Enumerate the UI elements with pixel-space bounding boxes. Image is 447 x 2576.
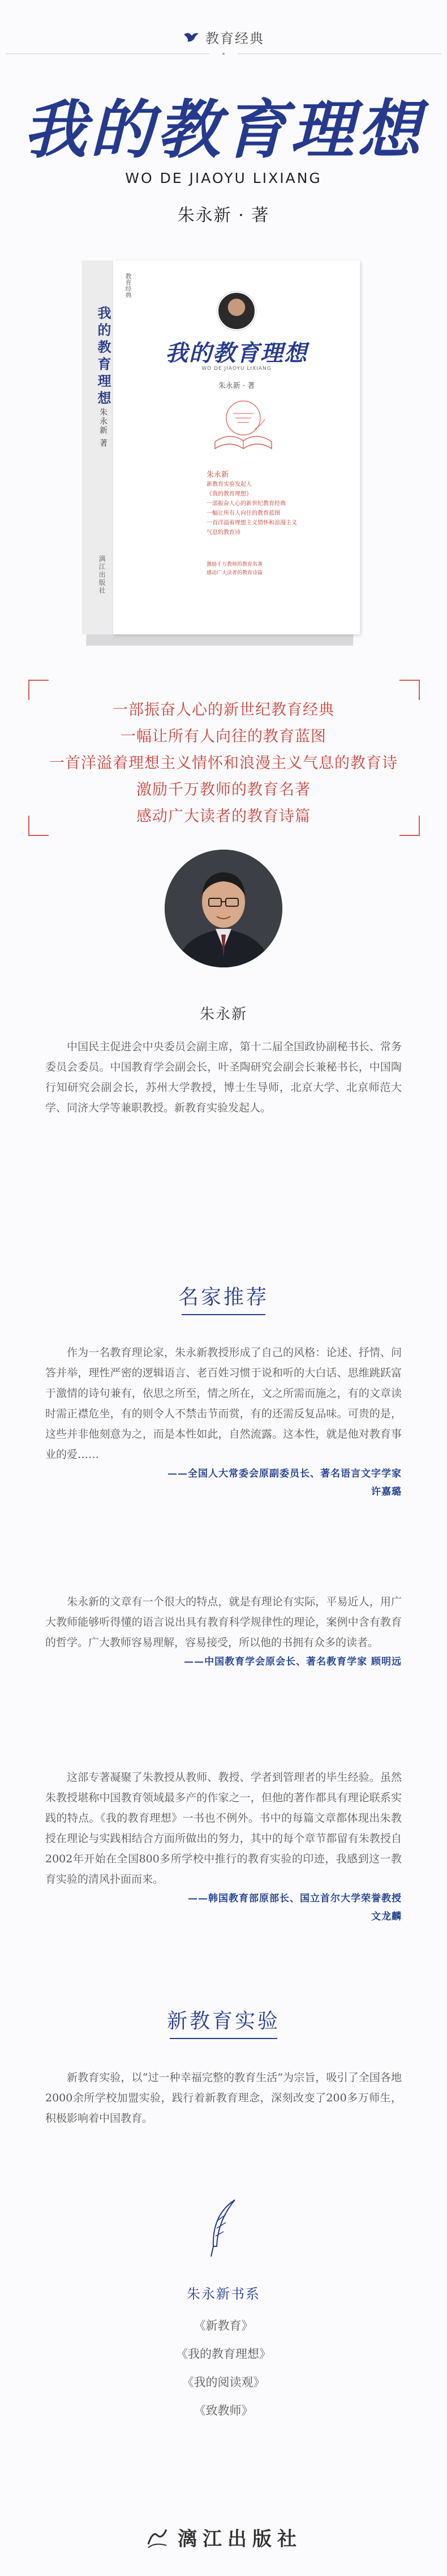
brand-divider: [0, 51, 447, 57]
cover-book-illustration: [198, 396, 289, 459]
experiment-text: 新教育实验，以“过一种幸福完整的教育生活”为宗旨，吸引了全国各地2000余所学校加盟实验，践行着新教育理念，深刻改变了200多万师生，积极影响着中国教育。: [45, 2071, 402, 2125]
cover-bio-line: 一部振奋人心的新世纪教育经典: [207, 501, 286, 507]
book-series-item: 《我的阅读观》: [182, 2375, 265, 2389]
brand-header: [0, 27, 447, 47]
recommendation-attribution: ——韩国教育部原部长、国立首尔大学荣誉教授: [188, 1893, 402, 1904]
slogan-line: 激励千万教师的教育名著: [136, 781, 311, 799]
cover-bio-work: 《我的教育理想》: [207, 491, 252, 497]
experiment-body: [45, 2067, 402, 2129]
author-name: 朱永新: [199, 1006, 247, 1023]
author-credit: 朱永新 · 著: [177, 206, 270, 225]
cover-title: 我的教育理想: [165, 340, 308, 366]
recommendation-text: 作为一名教育理论家，朱永新教授形成了自己的风格：论述、抒情、问答并举，理性严密的逻辑语言、老百姓习惯于说和听的大白话、思维跳跃富于激情的诗句兼有，依思之所至，情之所在，文之所需而施之，有的文章读时需正襟危坐，有的则令人不禁击节而赏，有的还需反复品味。可贵的是，这些并非他刻意为之，而是本性如此，自然流露。这本性，就是他对教育事业的爱……: [45, 1346, 402, 1461]
slogan-list: [0, 697, 447, 830]
recommendation-item: [45, 1767, 402, 1926]
cover-bio-line: 一首洋溢着理想主义情怀和浪漫主义气息的教育诗: [207, 520, 297, 536]
book-series-item: 《新教育》: [194, 2319, 253, 2332]
publisher-name: 漓江出版社: [178, 2528, 302, 2551]
quill-icon: [201, 2198, 246, 2260]
book-series-item: 《我的教育理想》: [176, 2347, 271, 2361]
recommendation-name: 许嘉璐: [371, 1486, 402, 1498]
section-title-experiment: 新教育实验: [166, 2010, 280, 2033]
slogan-line: 一首洋溢着理想主义情怀和浪漫主义气息的教育诗: [49, 754, 398, 772]
recommendation-item: [45, 1342, 402, 1501]
slogan-line: 一幅让所有人向往的教育蓝图: [121, 728, 326, 745]
cover-bio-line: 一幅让所有人向往的教育蓝图: [207, 510, 280, 517]
title-pinyin: WO DE JIAOYU LIXIANG: [125, 170, 322, 186]
cover-blurb-line: 激励千万教师的教育名著: [207, 562, 263, 568]
recommendation-attribution: ——全国人大常委会原副委员长、著名语言文字学家: [167, 1468, 402, 1479]
slogan-line: 一部振奋人心的新世纪教育经典: [113, 701, 334, 719]
cover-pinyin: WO DE JIAOYU LIXIANG: [201, 366, 272, 372]
spine-author: 朱永新 著: [98, 408, 108, 448]
cover-bio-role: 新教育实验发起人: [207, 481, 252, 488]
cover-bio: [207, 470, 297, 538]
spine-publisher: 漓江出版社: [98, 555, 106, 595]
publisher-logo-icon: [145, 2525, 170, 2550]
cover-author-photo: [217, 292, 256, 330]
publisher-footer: [0, 2523, 447, 2551]
book-series-item: 《致教师》: [194, 2404, 253, 2417]
slogan-line: 感动广大读者的教育诗篇: [136, 808, 311, 825]
section-title-underline: [170, 2038, 277, 2039]
cover-brand: 教育经典: [124, 273, 132, 298]
cover-bio-name: 朱永新: [207, 471, 229, 479]
section-title-recommend: 名家推荐: [178, 1286, 269, 1309]
recommendation-item: [45, 1592, 402, 1671]
book-series-title: 朱永新书系: [187, 2286, 260, 2302]
author-bio: 中国民主促进会中央委员会副主席，第十二届全国政协副秘书长、常务委员会委员。中国教育学会副会长，叶圣陶研究会副会长兼秘书长，中国陶行知研究会副会长，苏州大学教授，博士生导师，北京大学、北京师范大学、同济大学等兼职教授。新教育实验发起人。: [45, 1040, 402, 1114]
recommendation-text: 朱永新的文章有一个很大的特点，就是有理论有实际，平易近人，用广大教师能够听得懂的语言说出具有教育科学规律性的理论，案例中含有教育的哲学。广大教师容易理解，容易接受，所以他的书拥有众多的读者。: [45, 1596, 402, 1649]
author-portrait: [165, 850, 282, 967]
brand-bird-icon: [183, 30, 200, 45]
cover-blurb-line: 感动广大读者的教育诗篇: [207, 570, 263, 576]
page-title: 我的教育理想: [23, 93, 424, 167]
spine-title: 我的教育理想: [95, 306, 111, 408]
cover-blurb: [207, 561, 303, 578]
section-title-underline: [182, 1314, 265, 1315]
recommendation-text: 这部专著凝聚了朱教授从教师、教授、学者到管理者的毕生经验。虽然朱教授堪称中国教育领域最多产的作家之一，但他的著作都具有理论联系实践的特点。《我的教育理想》一书也不例外。书中的每篇文章都体现出朱教授在理论与实践相结合方面所做出的努力，其中的每个章节都留有朱教授自2002年开始在全国800多所学校中推行的教育实验的印迹，我感到这一教育实验的清风扑面而来。: [45, 1771, 402, 1886]
recommendation-attribution: ——中国教育学会原会长、著名教育学家 顾明远: [184, 1656, 402, 1667]
cover-author: 朱永新 · 著: [218, 382, 255, 390]
recommendation-name: 文龙麟: [371, 1911, 402, 1922]
brand-label: 教育经典: [205, 31, 264, 46]
